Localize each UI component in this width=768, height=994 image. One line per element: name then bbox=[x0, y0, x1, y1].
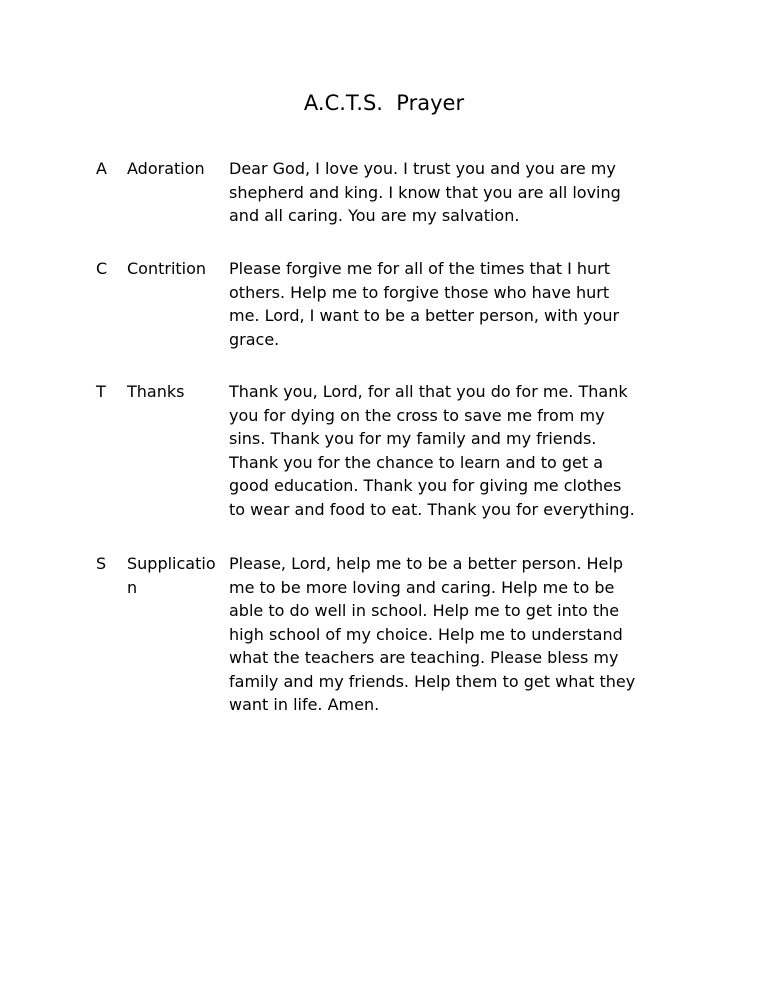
section-text: Please forgive me for all of the times that I hurt others. Help me to forgive those who have hurt me. Lord, I want to be a better person, with your grace. bbox=[229, 259, 620, 349]
section-letter: S bbox=[96, 554, 107, 573]
section-text: Thank you, Lord, for all that you do for me. Thank you for dying on the cross to save me from my sins. Thank you for my family and my friends. Thank you for the chance to learn and to get a good education. Thank you for giving me clothes to wear and food to eat. Thank you for everything. bbox=[229, 382, 635, 519]
section-letter: T bbox=[96, 382, 106, 401]
section-term: Thanks bbox=[127, 382, 185, 401]
section-term: Contrition bbox=[127, 259, 207, 278]
document-title: A.C.T.S. Prayer bbox=[303, 91, 465, 115]
section-text: Dear God, I love you. I trust you and you are my shepherd and king. I know that you are all loving and all caring. You are my salvation. bbox=[229, 159, 621, 225]
section-text: Please, Lord, help me to be a better person. Help me to be more loving and caring. Help me to be able to do well in school. Help me to get into the high school of my choice. Help me to understand what the teachers are teaching. Please bless my family and my friends. Help them to get what they want in life. Amen. bbox=[229, 554, 636, 714]
section-term: Adoration bbox=[127, 159, 205, 178]
section-letter: C bbox=[96, 259, 108, 278]
section-letter: A bbox=[96, 159, 107, 178]
section-term: Supplication bbox=[127, 554, 216, 597]
